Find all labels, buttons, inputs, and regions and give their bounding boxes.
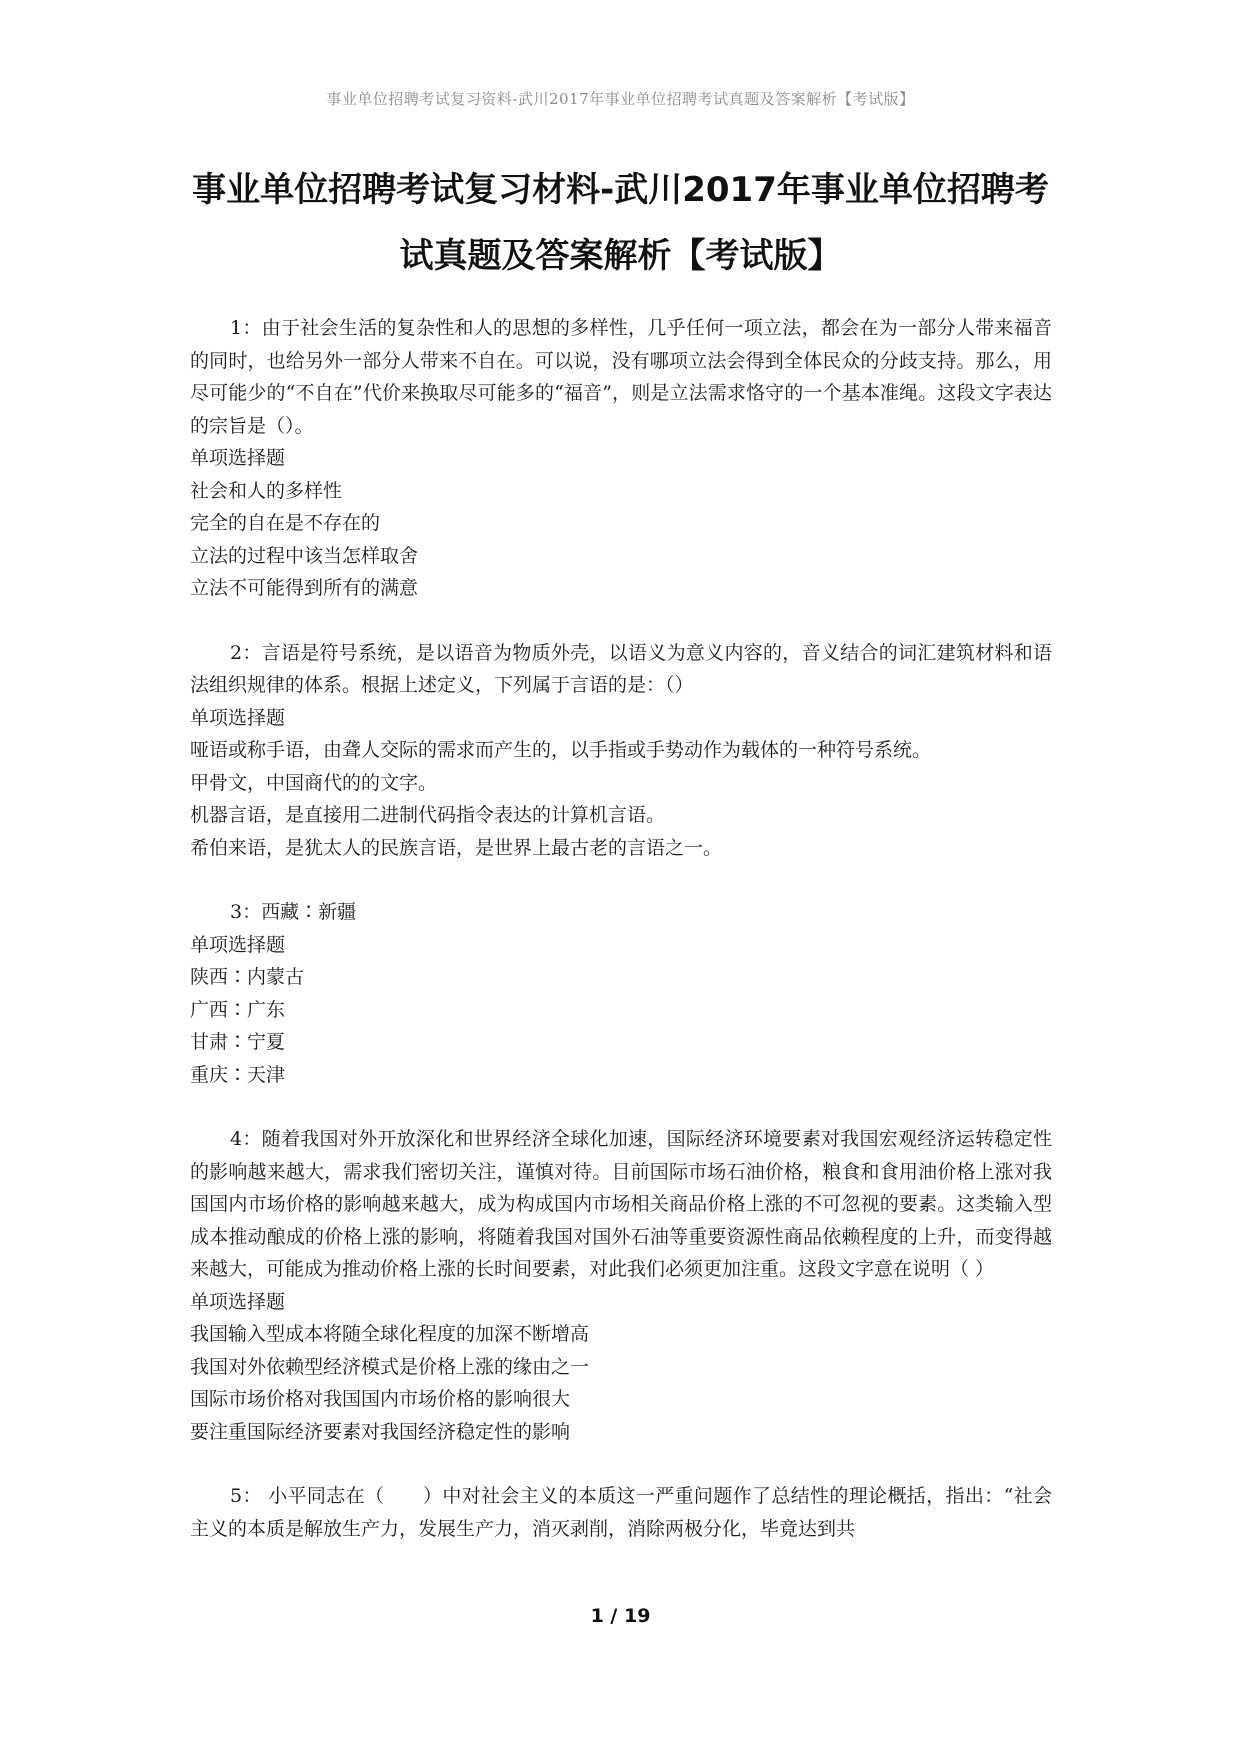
question-stem: 4：随着我国对外开放深化和世界经济全球化加速，国际经济环境要素对我国宏观经济运转稳定性的影响越来越大，需求我们密切关注，谨慎对待。目前国际市场石油价格，粮食和食用油价格上涨对我国国内市场价格的影响越来越大，成为构成国内市场相关商品价格上涨的不可忽视的要素。这类输入型成本推动酿成的价格上涨的影响，将随着我国对国外石油等重要资源性商品依赖程度的上升，而变得越来越大，可能成为推动价格上涨的长时间要素，对此我们必须更加注重。这段文字意在说明（ ） <box>190 1128 1052 1280</box>
document-title-line-2: 试真题及答案解析【考试版】 <box>399 236 842 276</box>
document-title-line-1: 事业单位招聘考试复习材料-武川2017年事业单位招聘考 <box>192 170 1049 210</box>
question-list <box>190 312 1052 1545</box>
answer-option: 立法不可能得到所有的满意 <box>190 577 419 599</box>
question-3 <box>190 896 1052 1091</box>
answer-option: 希伯来语，是犹太人的民族言语，是世界上最古老的言语之一。 <box>190 836 723 859</box>
question-1 <box>190 312 1052 605</box>
answer-option: 社会和人的多样性 <box>190 479 343 502</box>
answer-option: 我国输入型成本将随全球化程度的加深不断增高 <box>190 1323 590 1345</box>
question-2 <box>190 637 1052 865</box>
question-type: 单项选择题 <box>190 1290 286 1313</box>
answer-option: 哑语或称手语，由聋人交际的需求而产生的，以手指或手势动作为载体的一种符号系统。 <box>190 739 932 761</box>
answer-option: 立法的过程中该当怎样取舍 <box>190 544 419 567</box>
question-type: 单项选择题 <box>190 706 286 729</box>
question-4 <box>190 1123 1052 1448</box>
answer-option: 我国对外依赖型经济模式是价格上涨的缘由之一 <box>190 1355 590 1378</box>
question-type: 单项选择题 <box>190 447 286 469</box>
question-5 <box>190 1480 1052 1545</box>
answer-option: 完全的自在是不存在的 <box>190 512 381 534</box>
answer-option: 甘肃∶宁夏 <box>190 1031 286 1053</box>
answer-option: 要注重国际经济要素对我国经济稳定性的影响 <box>190 1420 571 1443</box>
question-stem: 3：西藏∶新疆 <box>230 901 357 923</box>
question-stem: 1：由于社会生活的复杂性和人的思想的多样性，几乎任何一项立法，都会在为一部分人带来福音的同时，也给另外一部分人带来不自在。可以说，没有哪项立法会得到全体民众的分歧支持。那么，用尽可能少的“不自在”代价来换取尽可能多的“福音”，则是立法需求恪守的一个基本准绳。这段文字表达的宗旨是（）。 <box>190 317 1052 437</box>
running-header: 事业单位招聘考试复习资料-武川2017年事业单位招聘考试真题及答案解析【考试版】 <box>326 90 915 108</box>
answer-option: 机器言语，是直接用二进制代码指令表达的计算机言语。 <box>190 804 666 826</box>
page-number: 1 / 19 <box>590 1605 651 1627</box>
answer-option: 重庆∶天津 <box>190 1063 286 1086</box>
answer-option: 国际市场价格对我国国内市场价格的影响很大 <box>190 1388 571 1410</box>
question-stem: 5： 小平同志在（ ）中对社会主义的本质这一严重问题作了总结性的理论概括，指出：“社会主义的本质是解放生产力，发展生产力，消灭剥削，消除两极分化，毕竟达到共 <box>190 1485 1052 1540</box>
question-stem: 2：言语是符号系统，是以语音为物质外壳，以语义为意义内容的，音义结合的词汇建筑材料和语法组织规律的体系。根据上述定义，下列属于言语的是：（） <box>190 641 1052 696</box>
answer-option: 甲骨文，中国商代的的文字。 <box>190 771 438 794</box>
answer-option: 广西∶广东 <box>190 998 286 1021</box>
answer-option: 陕西∶内蒙古 <box>190 966 305 988</box>
question-type: 单项选择题 <box>190 933 286 956</box>
